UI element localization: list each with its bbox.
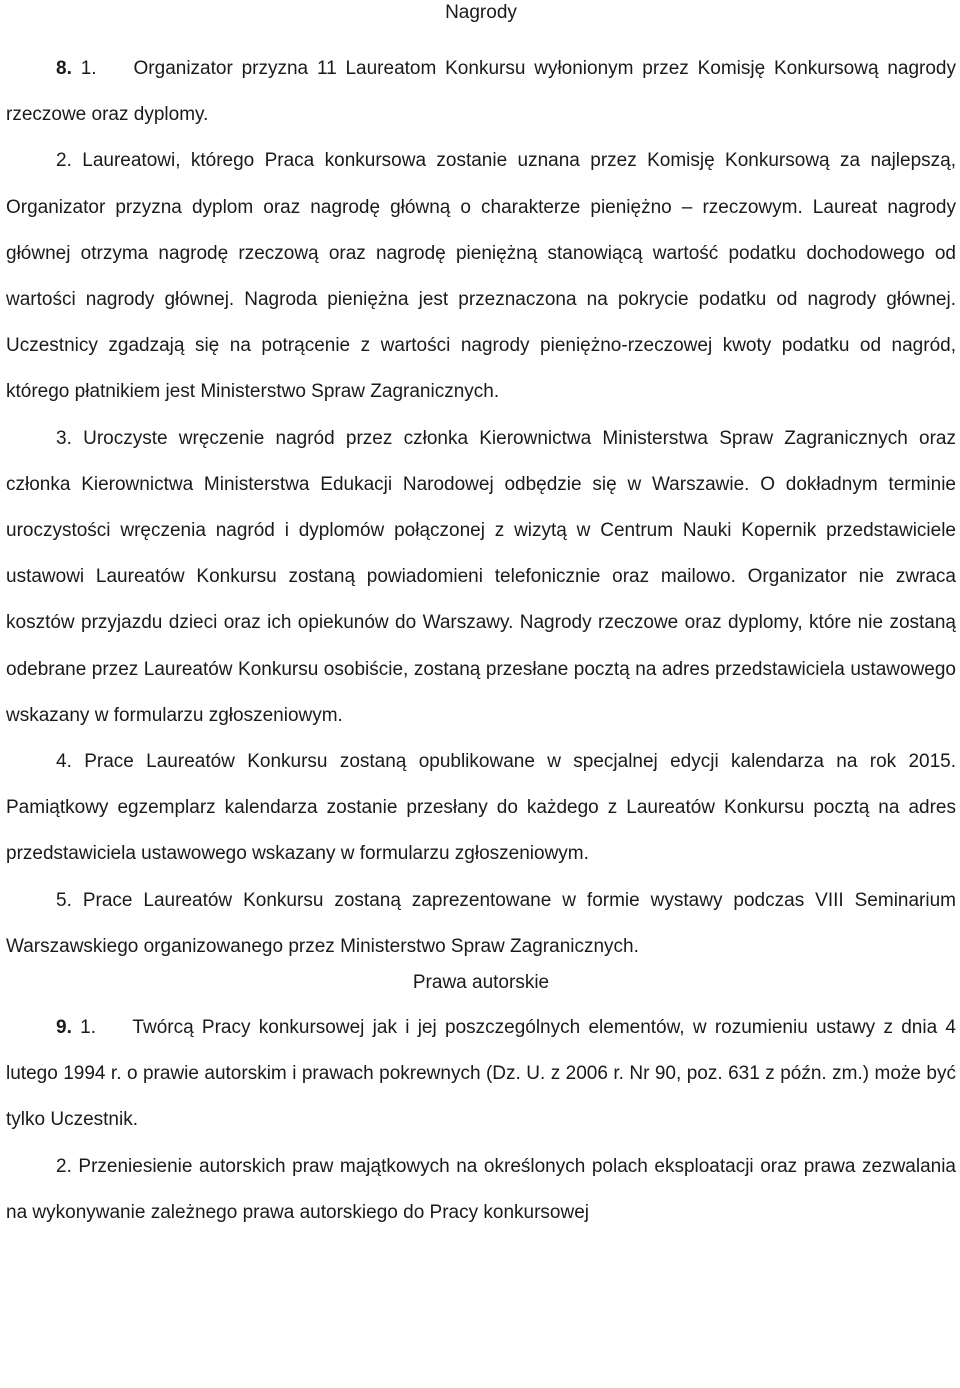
paragraph-text: Organizator przyzna 11 Laureatom Konkursu wyłonionym przez Komisję Konkursową nagrody rzeczowe oraz dyplomy.: [6, 58, 957, 126]
point-number: 1.: [80, 1017, 96, 1039]
point-number: 3.: [56, 427, 72, 449]
paragraph-text: Uroczyste wręczenie nagród przez członka Kierownictwa Ministerstwa Spraw Zagranicznych oraz członka Kierownictwa Ministerstwa Edukacji Narodowej odbędzie się w Warszawie. O dokładnym terminie uroczystości wręczenia nagród i dyplomów połączonej z wizytą w Centrum Nauki Kopernik przedstawiciele ustawowi Laureatów Konkursu zostaną powiadomieni telefonicznie oraz mailowo. Organizator nie zwraca kosztów przyjazdu dzieci oraz ich opiekunów do Warszawy. Nagrody rzeczowe oraz dyplomy, które nie zostaną odebrane przez Laureatów Konkursu osobiście, zostaną przesłane pocztą na adres przedstawiciela ustawowego wskazany w formularzu zgłoszeniowym.: [6, 427, 957, 726]
point-number: 2.: [56, 150, 72, 172]
point-number: 2.: [56, 1155, 72, 1177]
paragraph-8-1: [6, 46, 956, 138]
paragraph-text: Prace Laureatów Konkursu zostaną zaprezentowane w formie wystawy podczas VIII Seminarium Warszawskiego organizowanego przez Ministerstwo Spraw Zagranicznych.: [6, 889, 956, 957]
paragraph-text: Twórcą Pracy konkursowej jak i jej poszczególnych elementów, w rozumieniu ustawy z dnia 4 lutego 1994 r. o prawie autorskim i prawach pokrewnych (Dz. U. z 2006 r. Nr 90, poz. 631 z późn. zm.) może być tylko Uczestnik.: [6, 1017, 956, 1131]
paragraph-text: Prace Laureatów Konkursu zostaną opublikowane w specjalnej edycji kalendarza na rok 2015. Pamiątkowy egzemplarz kalendarza zostanie przesłany do każdego z Laureatów Konkursu pocztą na adres przedstawiciela ustawowego wskazany w formularzu zgłoszeniowym.: [6, 751, 957, 865]
paragraph-8-2: [6, 138, 956, 415]
point-number: 1.: [80, 58, 97, 79]
paragraph-text: Przeniesienie autorskich praw majątkowych na określonych polach eksploatacji oraz prawa zezwalania na wykonywanie zależnego prawa autorskiego do Pracy konkursowej: [6, 1155, 956, 1223]
point-number: 5.: [56, 889, 72, 911]
paragraph-9-1: [6, 1005, 956, 1144]
section-heading-nagrody: Nagrody: [445, 2, 517, 23]
point-number: 4.: [56, 751, 72, 773]
paragraph-text: Laureatowi, którego Praca konkursowa zostanie uznana przez Komisję Konkursową za najlepszą, Organizator przyzna dyplom oraz nagrodę główną o charakterze pieniężno – rzeczowym. Laureat nagrody głównej otrzyma nagrodę rzeczową oraz nagrodę pieniężną stanowiącą wartość podatku dochodowego od wartości nagrody głównej. Nagroda pieniężna jest przeznaczona na pokrycie podatku od nagrody głównej. Uczestnicy zgadzają się na potrącenie z wartości nagrody pieniężno-rzeczowej kwoty podatku od nagród, którego płatnikiem jest Ministerstwo Spraw Zagranicznych.: [6, 150, 956, 403]
paragraph-9-2: [6, 1144, 956, 1236]
paragraph-8-5: [6, 878, 956, 970]
paragraph-8-3: [6, 416, 956, 739]
section-heading-prawa-autorskie: Prawa autorskie: [412, 972, 550, 994]
paragraph-8-4: [6, 739, 956, 878]
document-page: [6, 0, 956, 1236]
section-number: 8.: [56, 58, 72, 79]
section-number: 9.: [56, 1017, 72, 1039]
